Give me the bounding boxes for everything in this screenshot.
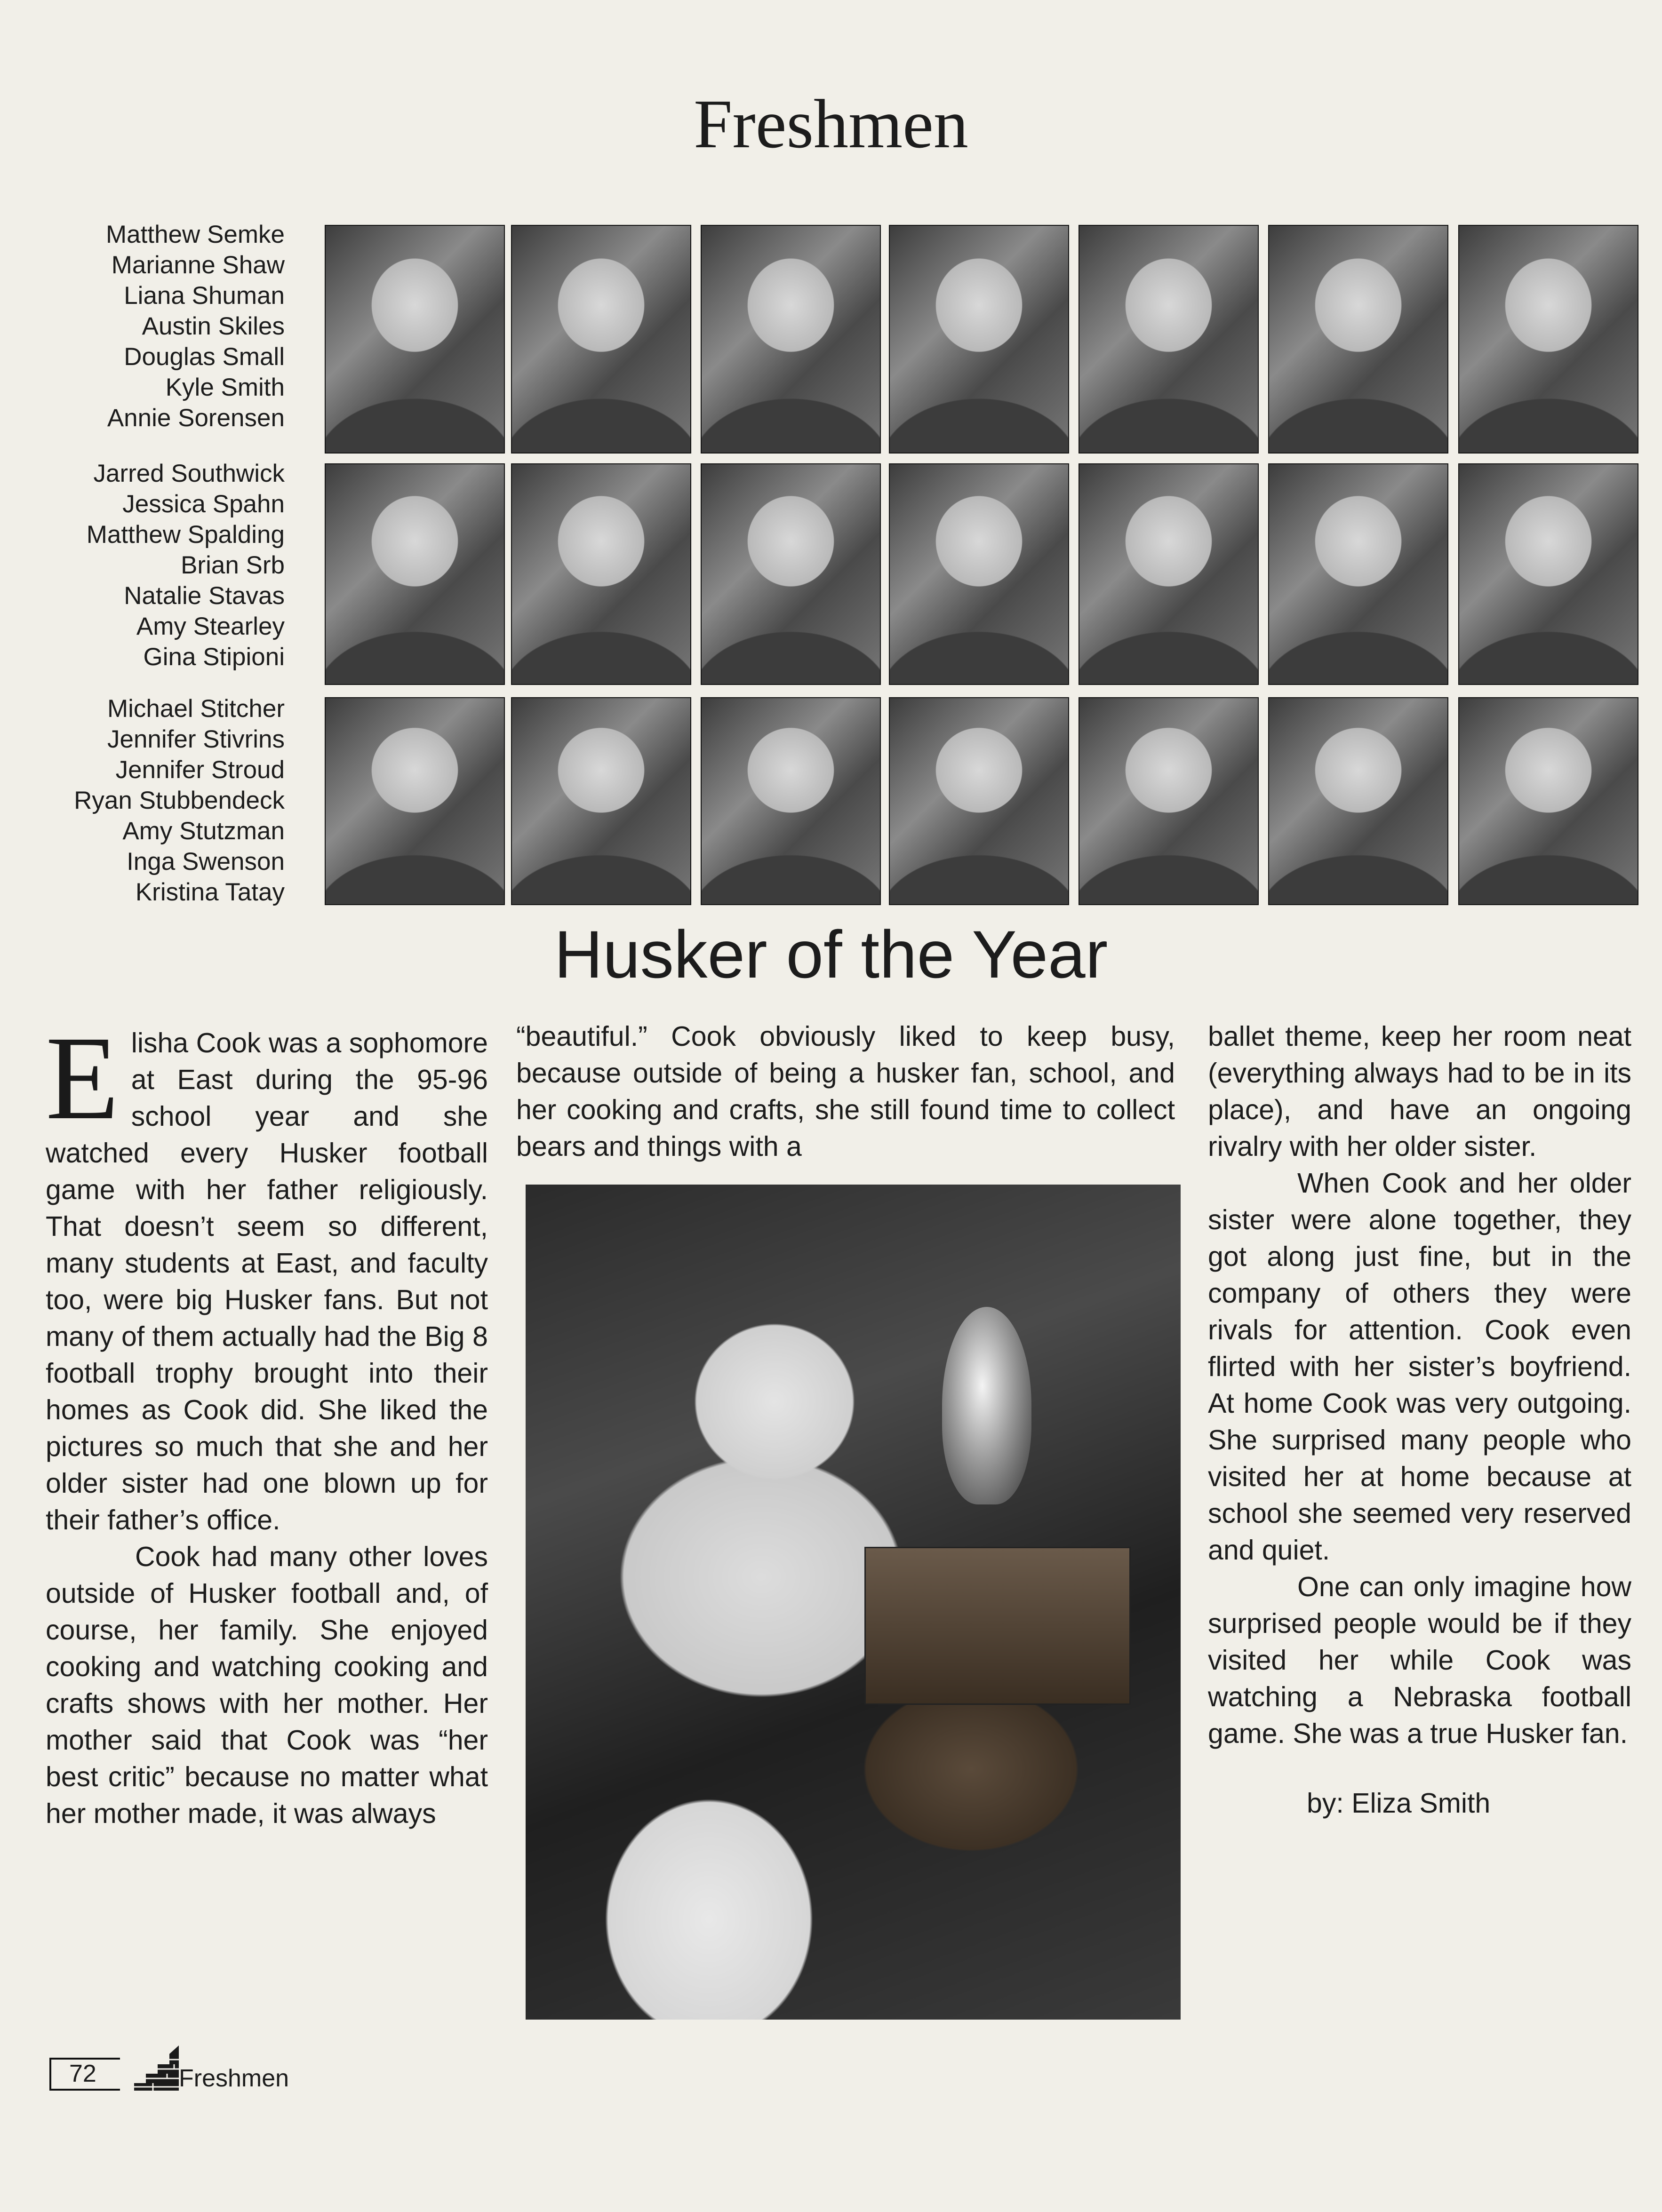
article-column-1 bbox=[46, 1012, 488, 1832]
article-paragraph: “beautiful.” Cook obviously liked to keep busy, because outside of being a husker fan, school, and her cooking and crafts, she still found time to collect bears and things with a bbox=[516, 1021, 1175, 1162]
student-portrait bbox=[1458, 463, 1638, 685]
article-column-2 bbox=[516, 1018, 1175, 1165]
names-list-row-2 bbox=[42, 458, 285, 672]
page-number: 72 bbox=[69, 2060, 96, 2087]
student-portrait bbox=[325, 225, 505, 454]
student-portrait bbox=[701, 463, 881, 685]
brick-stairs-icon bbox=[125, 2045, 179, 2093]
feature-photo bbox=[526, 1185, 1181, 2020]
student-name: Brian Srb bbox=[181, 551, 285, 579]
student-name: Liana Shuman bbox=[124, 282, 285, 310]
student-name: Kyle Smith bbox=[165, 374, 285, 401]
student-name: Amy Stearley bbox=[136, 613, 285, 640]
student-name: Ryan Stubbendeck bbox=[74, 787, 285, 814]
student-portrait bbox=[1458, 225, 1638, 454]
article-paragraph: Cook had many other loves outside of Husker football and, of course, her family. She enjoyed cooking and watching cooking and crafts shows with her mother. Her mother said that Cook was “her best critic” because no matter what her mother made, it was always bbox=[46, 1541, 488, 1829]
student-portrait bbox=[325, 697, 505, 905]
student-name: Inga Swenson bbox=[127, 848, 285, 875]
student-portrait bbox=[1458, 697, 1638, 905]
student-portrait bbox=[325, 463, 505, 685]
trophy-icon bbox=[942, 1307, 1031, 1504]
student-portrait bbox=[1268, 463, 1448, 685]
student-portrait bbox=[889, 697, 1069, 905]
student-name: Matthew Spalding bbox=[86, 521, 285, 549]
student-name: Jennifer Stivrins bbox=[107, 725, 285, 753]
student-portrait bbox=[511, 225, 691, 454]
student-name: Jennifer Stroud bbox=[115, 756, 285, 784]
student-portrait bbox=[1079, 225, 1259, 454]
student-name: Matthew Semke bbox=[106, 221, 285, 248]
student-portrait bbox=[1268, 697, 1448, 905]
student-name: Jarred Southwick bbox=[93, 460, 285, 487]
section-label: Freshmen bbox=[179, 2065, 289, 2092]
article-paragraph: One can only imagine how surprised people would be if they visited her while Cook was watching a Nebraska football game. She was a true Husker fan. bbox=[1208, 1571, 1631, 1749]
article-title: Husker of the Year bbox=[554, 917, 1108, 992]
article-paragraph: ballet theme, keep her room neat (everything always had to be in its place), and have an ongoing rivalry with her older sister. bbox=[1208, 1021, 1631, 1162]
student-name: Jessica Spahn bbox=[122, 490, 285, 518]
student-name: Kristina Tatay bbox=[135, 878, 285, 906]
names-list-row-3 bbox=[42, 693, 285, 907]
names-list-row-1 bbox=[42, 219, 285, 433]
student-name: Natalie Stavas bbox=[124, 582, 285, 610]
trophy-base bbox=[864, 1547, 1131, 1705]
byline: by: Eliza Smith bbox=[1307, 1788, 1491, 1819]
drop-cap: E bbox=[46, 1012, 119, 1145]
student-name: Michael Stitcher bbox=[107, 695, 285, 723]
paragraph-text: lisha Cook was a sophomore at East during the 95-96 school year and she watched every Husker football game with her father religiously. That doesn’t seem so different, many students at East, and faculty too, were big Husker fans. But not many of them actually had the Big 8 football trophy brought into their homes as Cook did. She liked the pictures so much that she and her older sister had one blown up for their father’s office. bbox=[46, 1027, 488, 1536]
page-footer bbox=[49, 2041, 332, 2093]
page-title: Freshmen bbox=[694, 86, 968, 163]
student-portrait bbox=[889, 463, 1069, 685]
article-paragraph bbox=[46, 1012, 488, 1538]
student-name: Annie Sorensen bbox=[107, 404, 285, 432]
student-portrait bbox=[889, 225, 1069, 454]
student-portrait bbox=[701, 225, 881, 454]
student-name: Austin Skiles bbox=[142, 312, 285, 340]
student-name: Amy Stutzman bbox=[122, 817, 285, 845]
student-name: Marianne Shaw bbox=[111, 251, 285, 279]
article-column-3 bbox=[1208, 1018, 1631, 1822]
student-portrait bbox=[511, 697, 691, 905]
student-name: Gina Stipioni bbox=[143, 643, 285, 671]
student-portrait bbox=[1268, 225, 1448, 454]
student-portrait bbox=[1079, 697, 1259, 905]
student-name: Douglas Small bbox=[124, 343, 285, 371]
student-portrait bbox=[1079, 463, 1259, 685]
student-portrait bbox=[701, 697, 881, 905]
article-paragraph: When Cook and her older sister were alone together, they got along just fine, but in the company of others they were rivals for attention. Cook even flirted with her sister’s boyfriend. At home Cook was very outgoing. She surprised many people who visited her at home because at school she seemed very reserved and quiet. bbox=[1208, 1168, 1631, 1566]
student-portrait bbox=[511, 463, 691, 685]
